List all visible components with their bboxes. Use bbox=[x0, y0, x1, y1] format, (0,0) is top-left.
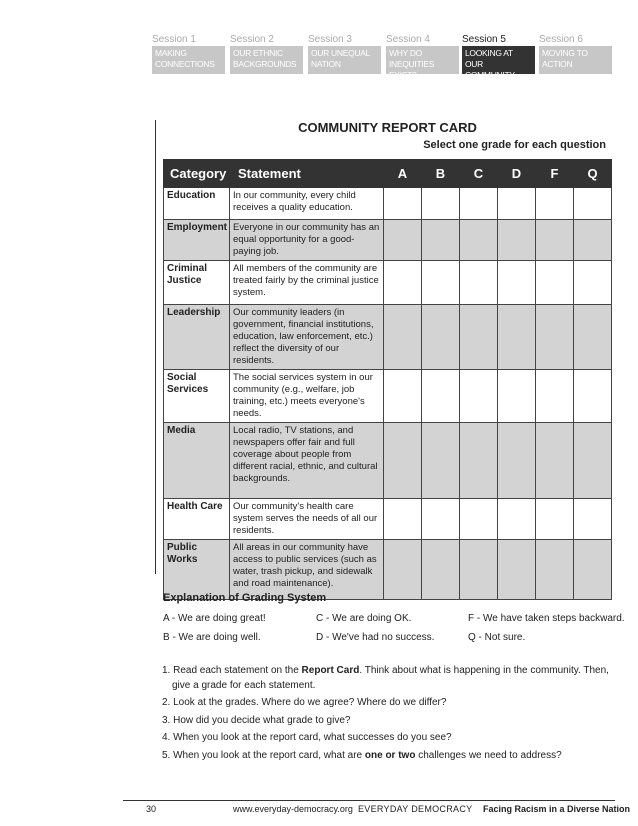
grade-cell-f[interactable] bbox=[536, 499, 574, 540]
grade-legend-q: Q - Not sure. bbox=[468, 632, 526, 643]
grade-cell-a[interactable] bbox=[384, 220, 422, 261]
grade-cell-f[interactable] bbox=[536, 540, 574, 600]
grade-cell-d[interactable] bbox=[498, 423, 536, 499]
grade-cell-b[interactable] bbox=[422, 423, 460, 499]
grade-cell-c[interactable] bbox=[460, 370, 498, 423]
grade-cell-q[interactable] bbox=[574, 540, 612, 600]
footer-url: www.everyday-democracy.org bbox=[233, 804, 353, 814]
row-statement: Our community's health care system serves the needs of all our residents. bbox=[230, 499, 384, 540]
table-row bbox=[164, 540, 612, 600]
header-statement: Statement bbox=[230, 160, 384, 188]
row-statement: All areas in our community have access to public services (such as water, trash pickup, and sidewalk and road maintenance). bbox=[230, 540, 384, 600]
table-row bbox=[164, 499, 612, 540]
grade-cell-q[interactable] bbox=[574, 370, 612, 423]
footer-org: EVERYDAY DEMOCRACY bbox=[358, 804, 473, 814]
footer-book-title: Facing Racism in a Diverse Nation bbox=[483, 804, 631, 814]
header-grade-a: A bbox=[384, 160, 422, 188]
page-subtitle: Select one grade for each question bbox=[423, 139, 606, 151]
grade-cell-a[interactable] bbox=[384, 370, 422, 423]
grade-cell-c[interactable] bbox=[460, 305, 498, 370]
session-label: MOVING TO ACTION bbox=[539, 46, 612, 74]
header-grade-c: C bbox=[460, 160, 498, 188]
header-grade-b: B bbox=[422, 160, 460, 188]
grade-cell-b[interactable] bbox=[422, 540, 460, 600]
grade-cell-q[interactable] bbox=[574, 305, 612, 370]
grade-cell-d[interactable] bbox=[498, 220, 536, 261]
question-item: 1. Read each statement on the Report Card. Think about what is happening in the community. Then, give a grade for each statement. bbox=[162, 665, 609, 691]
header-grade-d: D bbox=[498, 160, 536, 188]
grade-cell-c[interactable] bbox=[460, 423, 498, 499]
session-tabs bbox=[152, 34, 612, 80]
session-tab-2 bbox=[230, 34, 303, 74]
grade-legend-c: C - We are doing OK. bbox=[316, 613, 412, 624]
question-item: 3. How did you decide what grade to give? bbox=[162, 714, 351, 726]
grade-legend-a: A - We are doing great! bbox=[163, 613, 266, 624]
row-statement: Local radio, TV stations, and newspapers offer fair and full coverage about people from different racial, ethnic, and cultural backgrounds. bbox=[230, 423, 384, 499]
grade-cell-c[interactable] bbox=[460, 261, 498, 305]
table-row bbox=[164, 370, 612, 423]
margin-rule bbox=[155, 120, 156, 574]
grade-cell-c[interactable] bbox=[460, 220, 498, 261]
page-number: 30 bbox=[146, 804, 157, 814]
header-category: Category bbox=[164, 160, 230, 188]
grade-cell-c[interactable] bbox=[460, 499, 498, 540]
grade-cell-f[interactable] bbox=[536, 423, 574, 499]
row-category: Education bbox=[164, 188, 230, 220]
grade-cell-d[interactable] bbox=[498, 188, 536, 220]
grade-cell-f[interactable] bbox=[536, 370, 574, 423]
row-statement: Our community leaders (in government, financial institutions, education, law enforcement, etc.) reflect the diversity of our residents. bbox=[230, 305, 384, 370]
session-number: Session 2 bbox=[230, 34, 274, 45]
question-item: 2. Look at the grades. Where do we agree? Where do we differ? bbox=[162, 697, 447, 708]
row-statement: Everyone in our community has an equal opportunity for a good-paying job. bbox=[230, 220, 384, 261]
grade-cell-q[interactable] bbox=[574, 220, 612, 261]
grade-cell-a[interactable] bbox=[384, 188, 422, 220]
grade-cell-a[interactable] bbox=[384, 261, 422, 305]
session-tab-4 bbox=[386, 34, 459, 80]
row-category: Public Works bbox=[164, 540, 230, 600]
row-statement: All members of the community are treated fairly by the criminal justice system. bbox=[230, 261, 384, 305]
row-category: Health Care bbox=[164, 499, 230, 540]
grade-legend-b: B - We are doing well. bbox=[163, 632, 261, 643]
row-category: Leadership bbox=[164, 305, 230, 370]
grade-cell-f[interactable] bbox=[536, 305, 574, 370]
session-label: OUR UNEQUAL NATION bbox=[308, 46, 381, 74]
grade-cell-a[interactable] bbox=[384, 423, 422, 499]
session-number: Session 6 bbox=[539, 34, 583, 45]
grade-cell-a[interactable] bbox=[384, 499, 422, 540]
grade-cell-b[interactable] bbox=[422, 499, 460, 540]
grade-cell-c[interactable] bbox=[460, 540, 498, 600]
grade-cell-q[interactable] bbox=[574, 499, 612, 540]
session-number: Session 4 bbox=[386, 34, 430, 45]
header-grade-q: Q bbox=[574, 160, 612, 188]
grade-cell-d[interactable] bbox=[498, 261, 536, 305]
grade-cell-a[interactable] bbox=[384, 305, 422, 370]
table-header-row bbox=[164, 160, 612, 188]
grade-cell-q[interactable] bbox=[574, 423, 612, 499]
page-title: COMMUNITY REPORT CARD bbox=[298, 120, 477, 135]
session-tab-3 bbox=[308, 34, 381, 74]
table-row bbox=[164, 220, 612, 261]
row-category: Criminal Justice bbox=[164, 261, 230, 305]
footer-rule bbox=[123, 800, 615, 801]
grade-cell-b[interactable] bbox=[422, 188, 460, 220]
question-item: 5. When you look at the report card, what are one or two challenges we need to address? bbox=[162, 749, 562, 761]
table-row bbox=[164, 188, 612, 220]
session-tab-5 bbox=[462, 34, 535, 80]
grade-cell-f[interactable] bbox=[536, 188, 574, 220]
session-number: Session 1 bbox=[152, 34, 196, 45]
grade-cell-d[interactable] bbox=[498, 540, 536, 600]
table-row bbox=[164, 305, 612, 370]
grade-cell-f[interactable] bbox=[536, 220, 574, 261]
grade-cell-b[interactable] bbox=[422, 370, 460, 423]
grade-cell-d[interactable] bbox=[498, 499, 536, 540]
question-item: 4. When you look at the report card, what successes do you see? bbox=[162, 732, 452, 743]
grade-cell-q[interactable] bbox=[574, 188, 612, 220]
table-row bbox=[164, 423, 612, 499]
row-statement: The social services system in our community (e.g., welfare, job training, etc.) meets everyone's needs. bbox=[230, 370, 384, 423]
report-card-table bbox=[163, 159, 612, 600]
session-label: LOOKING AT OUR COMMUNITY bbox=[462, 46, 535, 74]
grade-cell-d[interactable] bbox=[498, 305, 536, 370]
row-category: Social Services bbox=[164, 370, 230, 423]
grade-cell-a[interactable] bbox=[384, 540, 422, 600]
grade-cell-b[interactable] bbox=[422, 220, 460, 261]
session-tab-6 bbox=[539, 34, 612, 74]
grade-legend-f: F - We have taken steps backward. bbox=[468, 613, 625, 624]
header-grade-f: F bbox=[536, 160, 574, 188]
grade-cell-b[interactable] bbox=[422, 261, 460, 305]
grade-legend-d: D - We've had no success. bbox=[316, 632, 435, 643]
session-number: Session 3 bbox=[308, 34, 352, 45]
session-tab-1 bbox=[152, 34, 225, 74]
row-statement: In our community, every child receives a quality education. bbox=[230, 188, 384, 220]
row-category: Media bbox=[164, 423, 230, 499]
grading-title: Explanation of Grading System bbox=[163, 592, 327, 604]
table-row bbox=[164, 261, 612, 305]
grade-cell-q[interactable] bbox=[574, 261, 612, 305]
discussion-questions bbox=[162, 664, 612, 763]
grade-cell-f[interactable] bbox=[536, 261, 574, 305]
grade-cell-c[interactable] bbox=[460, 188, 498, 220]
session-label: WHY DO INEQUITIES EXIST? bbox=[386, 46, 459, 74]
session-label: MAKING CONNECTIONS bbox=[152, 46, 225, 74]
session-number: Session 5 bbox=[462, 34, 506, 45]
grade-cell-d[interactable] bbox=[498, 370, 536, 423]
row-category: Employment bbox=[164, 220, 230, 261]
grade-cell-b[interactable] bbox=[422, 305, 460, 370]
session-label: OUR ETHNIC BACKGROUNDS bbox=[230, 46, 303, 74]
